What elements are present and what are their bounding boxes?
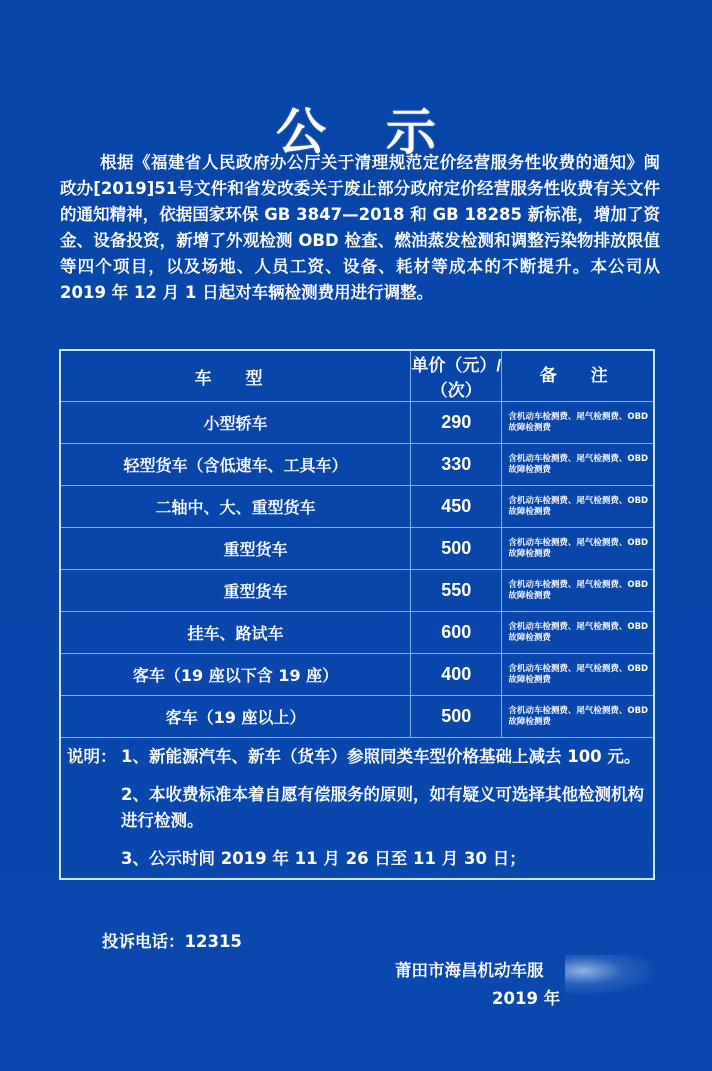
notice-title: 公示 [276, 102, 496, 161]
remarks: 含机动车检测费、尾气检测费、OBD 故障检测费 [502, 570, 654, 612]
complaint-hotline: 投诉电话：12315 [102, 932, 242, 951]
remarks: 含机动车检测费、尾气检测费、OBD 故障检测费 [502, 486, 654, 528]
unit-price: 550 [411, 570, 502, 612]
explanation-text: 2、本收费标准本着自愿有偿服务的原则，如有疑义可选择其他检测机构进行检测。 [121, 785, 644, 830]
table-row [60, 654, 654, 696]
unit-price: 600 [411, 612, 502, 654]
remarks: 含机动车检测费、尾气检测费、OBD 故障检测费 [502, 612, 654, 654]
unit-price: 500 [411, 696, 502, 738]
explanation-label: 说明： [67, 747, 117, 766]
explanation-text: 1、新能源汽车、新车（货车）参照同类车型价格基础上减去 100 元。 [121, 747, 641, 766]
explanation-item [67, 782, 645, 834]
table-row [60, 444, 654, 486]
unit-price: 290 [411, 402, 502, 444]
unit-price: 330 [411, 444, 502, 486]
header-vehicle-type: 车 型 [60, 350, 411, 402]
vehicle-type: 客车（19 座以下含 19 座） [60, 654, 411, 696]
table-row [60, 402, 654, 444]
issue-date: 2019 年 [492, 989, 561, 1008]
vehicle-type: 客车（19 座以上） [60, 696, 411, 738]
table-row [60, 570, 654, 612]
table-header-row [60, 350, 654, 402]
unit-price: 500 [411, 528, 502, 570]
vehicle-type: 挂车、路试车 [60, 612, 411, 654]
explanation-cell [60, 738, 654, 880]
remarks: 含机动车检测费、尾气检测费、OBD 故障检测费 [502, 402, 654, 444]
vehicle-type: 重型货车 [60, 570, 411, 612]
table-row [60, 612, 654, 654]
issuer-name: 莆田市海昌机动车服 [395, 961, 544, 980]
explanation-row [60, 738, 654, 880]
intro-paragraph: 根据《福建省人民政府办公厅关于清理规范定价经营服务性收费的通知》闽政办[2019]51号文件和省发改委关于废止部分政府定价经营服务性收费有关文件的通知精神，依据国家环保 GB 3847—2018 和 GB 18285 新标准，增加了资金、设备投资，新增了外观检测 OBD 检查、燃油蒸发检测和调整污染物排放限值等四个项目，以及场地、人员工资、设备、耗材等成本的不断提升。本公司从 2019 年 12 月 1 日起对车辆检测费用进行调整。 [60, 153, 660, 302]
header-remarks: 备 注 [502, 350, 654, 402]
unit-price: 450 [411, 486, 502, 528]
header-unit-price: 单价（元）/（次） [411, 350, 502, 402]
table-row [60, 696, 654, 738]
remarks: 含机动车检测费、尾气检测费、OBD 故障检测费 [502, 696, 654, 738]
vehicle-type: 重型货车 [60, 528, 411, 570]
glare-smudge [565, 955, 655, 995]
explanation-text: 3、公示时间 2019 年 11 月 26 日至 11 月 30 日； [121, 849, 526, 868]
explanation-item [67, 744, 645, 770]
table-row [60, 486, 654, 528]
fee-table [59, 349, 655, 880]
vehicle-type: 轻型货车（含低速车、工具车） [60, 444, 411, 486]
remarks: 含机动车检测费、尾气检测费、OBD 故障检测费 [502, 444, 654, 486]
table-row [60, 528, 654, 570]
vehicle-type: 二轴中、大、重型货车 [60, 486, 411, 528]
unit-price: 400 [411, 654, 502, 696]
vehicle-type: 小型轿车 [60, 402, 411, 444]
remarks: 含机动车检测费、尾气检测费、OBD 故障检测费 [502, 528, 654, 570]
remarks: 含机动车检测费、尾气检测费、OBD 故障检测费 [502, 654, 654, 696]
explanation-item [67, 846, 645, 872]
